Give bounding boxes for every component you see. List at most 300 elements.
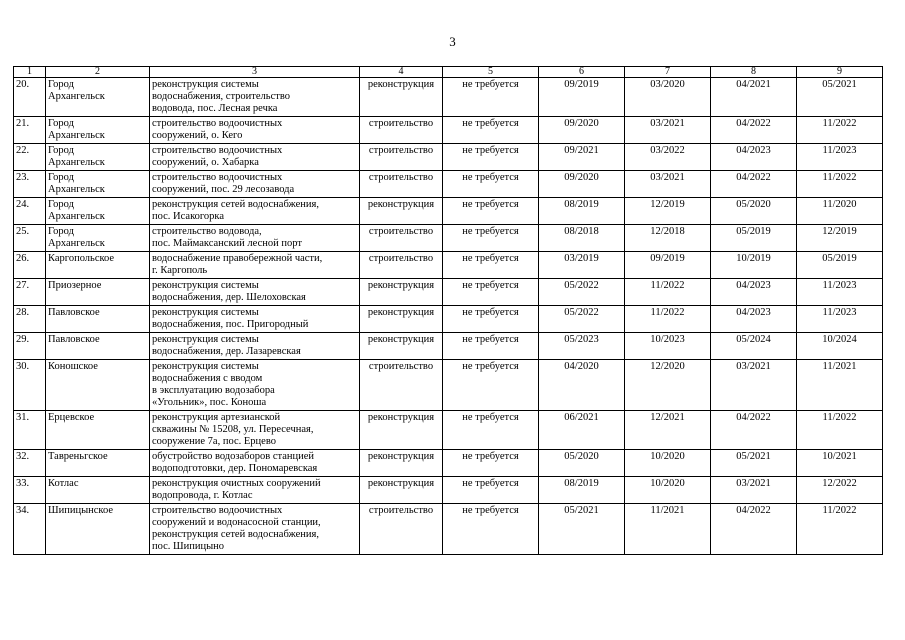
date-text: 12/2021 [650,412,685,423]
expertise-text: не требуется [462,451,519,462]
date-cell [625,411,711,450]
column-header: 6 [539,67,625,78]
date-text: 11/2021 [822,361,857,372]
date-text: 12/2020 [650,361,685,372]
municipality-cell [46,78,150,117]
work-type-text: реконструкция [367,478,435,489]
work-type-text: строительство [368,172,434,183]
work-type-text: реконструкция [367,334,435,345]
description-line: скважины № 15208, ул. Пересечная, [152,424,314,435]
expertise-text: не требуется [462,118,519,129]
date-cell [711,450,797,477]
description-line: реконструкция системы [152,334,259,345]
date-cell [797,477,883,504]
date-cell [797,504,883,555]
municipality-cell [46,225,150,252]
date-text: 11/2023 [822,280,857,291]
work-type-text: строительство [368,253,434,264]
row-number [14,450,46,477]
description-line: обустройство водозаборов станцией [152,451,315,462]
description-line: водоснабжения, дер. Лазаревская [152,346,301,357]
date-text: 11/2021 [650,505,685,516]
project-description-cell [150,411,360,450]
date-cell [539,78,625,117]
project-description-cell [150,171,360,198]
date-text: 10/2020 [650,478,685,489]
date-text: 03/2021 [650,118,685,129]
description-line: пос. Исакогорка [152,211,225,222]
work-type-cell [360,144,443,171]
work-type-text: реконструкция [367,280,435,291]
date-cell [797,450,883,477]
expertise-cell [443,477,539,504]
date-text: 05/2022 [564,307,599,318]
date-text: 04/2023 [736,145,771,156]
date-text: 11/2022 [650,307,685,318]
date-text: 05/2021 [822,79,857,90]
municipality-cell [46,306,150,333]
municipality-cell [46,477,150,504]
date-cell [711,78,797,117]
work-type-cell [360,411,443,450]
table-row [14,144,883,171]
date-cell [539,117,625,144]
work-type-cell [360,117,443,144]
date-text: 09/2020 [564,172,599,183]
row-number-text: 25. [16,226,30,237]
municipality-cell [46,411,150,450]
work-type-cell [360,333,443,360]
date-text: 05/2019 [822,253,857,264]
date-text: 09/2020 [564,118,599,129]
municipality-cell [46,252,150,279]
date-text: 04/2022 [736,118,771,129]
date-cell [625,78,711,117]
column-header: 5 [443,67,539,78]
municipality-cell [46,504,150,555]
date-cell [711,504,797,555]
project-description-cell [150,144,360,171]
date-text: 08/2019 [564,478,599,489]
municipality-line: Город [48,118,74,129]
date-text: 12/2019 [822,226,857,237]
date-cell [625,360,711,411]
description-line: реконструкция сетей водоснабжения, [152,199,320,210]
table-row [14,333,883,360]
date-cell [539,504,625,555]
date-cell [625,117,711,144]
date-cell [625,477,711,504]
date-text: 09/2021 [564,145,599,156]
row-number [14,78,46,117]
municipality-line: Город [48,79,74,90]
row-number-text: 32. [16,451,30,462]
date-cell [797,279,883,306]
work-type-cell [360,360,443,411]
project-description-cell [150,279,360,306]
row-number [14,306,46,333]
date-cell [797,225,883,252]
date-cell [711,144,797,171]
row-number [14,171,46,198]
projects-table [13,66,883,555]
project-description-cell [150,78,360,117]
municipality-cell [46,333,150,360]
table-row [14,360,883,411]
date-text: 05/2023 [564,334,599,345]
work-type-cell [360,198,443,225]
description-line: водоподготовки, дер. Пономаревская [152,463,318,474]
municipality-cell [46,360,150,411]
expertise-cell [443,360,539,411]
column-number-header-row [14,67,883,78]
description-line: реконструкция системы [152,79,259,90]
date-text: 10/2019 [736,253,771,264]
table-row [14,477,883,504]
expertise-text: не требуется [462,280,519,291]
description-line: водоснабжения, дер. Шелоховская [152,292,306,303]
municipality-line: Архангельск [48,184,105,195]
expertise-text: не требуется [462,199,519,210]
date-text: 03/2021 [650,172,685,183]
row-number-text: 21. [16,118,30,129]
expertise-cell [443,450,539,477]
date-cell [625,450,711,477]
municipality-line: Архангельск [48,238,105,249]
date-cell [539,306,625,333]
date-cell [797,306,883,333]
date-text: 11/2022 [650,280,685,291]
expertise-cell [443,252,539,279]
work-type-text: реконструкция [367,307,435,318]
date-cell [711,477,797,504]
project-description-cell [150,252,360,279]
work-type-cell [360,504,443,555]
row-number [14,144,46,171]
date-cell [539,225,625,252]
municipality-line: Каргопольское [48,253,115,264]
municipality-line: Шипицынское [48,505,114,516]
date-text: 11/2023 [822,307,857,318]
expertise-text: не требуется [462,79,519,90]
date-cell [539,198,625,225]
work-type-text: реконструкция [367,79,435,90]
work-type-text: реконструкция [367,199,435,210]
municipality-cell [46,450,150,477]
description-line: строительство водоочистных [152,145,283,156]
column-header: 7 [625,67,711,78]
date-cell [711,411,797,450]
date-cell [625,225,711,252]
project-description-cell [150,306,360,333]
date-cell [539,477,625,504]
expertise-cell [443,144,539,171]
date-text: 11/2022 [822,118,857,129]
expertise-cell [443,279,539,306]
date-cell [539,252,625,279]
municipality-line: Коношское [48,361,98,372]
date-text: 05/2021 [736,451,771,462]
date-text: 03/2019 [564,253,599,264]
project-description-cell [150,477,360,504]
row-number-text: 20. [16,79,30,90]
date-text: 04/2020 [564,361,599,372]
date-text: 11/2022 [822,505,857,516]
row-number-text: 22. [16,145,30,156]
table-row [14,450,883,477]
work-type-text: реконструкция [367,412,435,423]
date-cell [625,333,711,360]
expertise-text: не требуется [462,361,519,372]
description-line: водовода, пос. Лесная речка [152,103,278,114]
date-text: 03/2022 [650,145,685,156]
column-header: 1 [14,67,46,78]
description-line: реконструкция очистных сооружений [152,478,321,489]
municipality-line: Архангельск [48,157,105,168]
row-number [14,198,46,225]
page-number: 3 [449,34,456,49]
row-number-text: 31. [16,412,30,423]
municipality-cell [46,279,150,306]
date-cell [797,171,883,198]
table-row [14,117,883,144]
work-type-text: строительство [368,118,434,129]
date-cell [711,306,797,333]
expertise-cell [443,198,539,225]
table-row [14,198,883,225]
municipality-line: Приозерное [48,280,102,291]
description-line: строительство водовода, [152,226,262,237]
municipality-cell [46,198,150,225]
date-cell [711,252,797,279]
date-text: 04/2022 [736,172,771,183]
description-line: реконструкция системы [152,280,259,291]
date-cell [539,171,625,198]
municipality-line: Павловское [48,334,100,345]
date-text: 05/2019 [736,226,771,237]
description-line: водопровода, г. Котлас [152,490,253,501]
date-text: 11/2020 [822,199,857,210]
date-text: 04/2022 [736,412,771,423]
date-cell [539,279,625,306]
work-type-cell [360,279,443,306]
date-text: 03/2021 [736,361,771,372]
project-description-cell [150,450,360,477]
expertise-text: не требуется [462,226,519,237]
date-text: 04/2021 [736,79,771,90]
work-type-text: строительство [368,361,434,372]
date-text: 11/2022 [822,412,857,423]
date-text: 04/2023 [736,280,771,291]
row-number-text: 34. [16,505,30,516]
column-header: 4 [360,67,443,78]
description-line: г. Каргополь [152,265,208,276]
date-text: 03/2021 [736,478,771,489]
date-cell [625,171,711,198]
date-cell [797,411,883,450]
row-number-text: 24. [16,199,30,210]
date-cell [539,333,625,360]
description-line: реконструкция системы [152,307,259,318]
date-text: 09/2019 [650,253,685,264]
row-number [14,477,46,504]
date-text: 03/2020 [650,79,685,90]
description-line: пос. Маймаксанский лесной порт [152,238,302,249]
project-description-cell [150,225,360,252]
project-description-cell [150,504,360,555]
work-type-cell [360,252,443,279]
date-cell [625,198,711,225]
expertise-cell [443,78,539,117]
date-text: 05/2022 [564,280,599,291]
expertise-cell [443,333,539,360]
row-number [14,252,46,279]
date-cell [797,78,883,117]
date-cell [797,144,883,171]
work-type-cell [360,78,443,117]
municipality-line: Архангельск [48,130,105,141]
row-number-text: 30. [16,361,30,372]
date-text: 05/2020 [736,199,771,210]
column-header: 8 [711,67,797,78]
work-type-cell [360,477,443,504]
date-text: 05/2021 [564,505,599,516]
date-cell [797,198,883,225]
table-row [14,306,883,333]
date-text: 10/2021 [822,451,857,462]
date-cell [711,171,797,198]
project-description-cell [150,360,360,411]
date-text: 11/2022 [822,172,857,183]
row-number [14,117,46,144]
work-type-cell [360,225,443,252]
description-line: водоснабжения с вводом [152,373,263,384]
row-number [14,279,46,306]
municipality-line: Павловское [48,307,100,318]
description-line: водоснабжение правобережной части, [152,253,323,264]
project-description-cell [150,198,360,225]
table-row [14,78,883,117]
description-line: строительство водоочистных [152,505,283,516]
expertise-text: не требуется [462,412,519,423]
date-cell [711,333,797,360]
date-text: 12/2022 [822,478,857,489]
date-text: 04/2022 [736,505,771,516]
date-text: 10/2024 [822,334,857,345]
row-number-text: 26. [16,253,30,264]
expertise-text: не требуется [462,334,519,345]
work-type-text: реконструкция [367,451,435,462]
description-line: пос. Шипицыно [152,541,225,552]
row-number [14,360,46,411]
description-line: реконструкция сетей водоснабжения, [152,529,320,540]
date-cell [711,198,797,225]
table-row [14,252,883,279]
row-number-text: 28. [16,307,30,318]
expertise-text: не требуется [462,172,519,183]
work-type-cell [360,306,443,333]
municipality-line: Ерцевское [48,412,95,423]
municipality-line: Город [48,145,74,156]
date-cell [539,360,625,411]
date-text: 05/2024 [736,334,771,345]
date-cell [539,411,625,450]
municipality-line: Город [48,226,74,237]
date-text: 08/2019 [564,199,599,210]
table-row [14,279,883,306]
expertise-cell [443,171,539,198]
work-type-cell [360,171,443,198]
date-cell [797,333,883,360]
description-line: сооружений, пос. 29 лесозавода [152,184,295,195]
date-text: 06/2021 [564,412,599,423]
project-description-cell [150,117,360,144]
row-number [14,333,46,360]
row-number [14,225,46,252]
expertise-text: не требуется [462,307,519,318]
date-cell [797,360,883,411]
municipality-cell [46,117,150,144]
description-line: водоснабжения, пос. Пригородный [152,319,309,330]
table-body [14,78,883,555]
date-cell [539,450,625,477]
description-line: в эксплуатацию водозабора [152,385,275,396]
description-line: сооружений, о. Хабарка [152,157,259,168]
date-cell [625,144,711,171]
municipality-line: Архангельск [48,91,105,102]
municipality-line: Котлас [48,478,79,489]
table-row [14,171,883,198]
description-line: строительство водоочистных [152,172,283,183]
expertise-text: не требуется [462,253,519,264]
table-row [14,225,883,252]
date-cell [539,144,625,171]
municipality-cell [46,171,150,198]
date-text: 09/2019 [564,79,599,90]
row-number-text: 33. [16,478,30,489]
date-cell [797,252,883,279]
work-type-text: строительство [368,145,434,156]
date-text: 10/2023 [650,334,685,345]
column-header: 3 [150,67,360,78]
description-line: сооружение 7а, пос. Ерцево [152,436,276,447]
expertise-cell [443,225,539,252]
project-description-cell [150,333,360,360]
date-text: 11/2023 [822,145,857,156]
date-cell [625,306,711,333]
date-text: 12/2019 [650,199,685,210]
municipality-line: Тавреньгское [48,451,108,462]
expertise-cell [443,504,539,555]
expertise-cell [443,306,539,333]
municipality-line: Город [48,199,74,210]
date-text: 05/2020 [564,451,599,462]
row-number [14,504,46,555]
date-cell [711,279,797,306]
municipality-cell [46,144,150,171]
date-cell [625,504,711,555]
table-row [14,411,883,450]
date-cell [711,225,797,252]
table-row [14,504,883,555]
expertise-text: не требуется [462,505,519,516]
description-line: реконструкция системы [152,361,259,372]
expertise-cell [443,411,539,450]
date-cell [625,252,711,279]
row-number-text: 23. [16,172,30,183]
expertise-cell [443,117,539,144]
row-number-text: 27. [16,280,30,291]
